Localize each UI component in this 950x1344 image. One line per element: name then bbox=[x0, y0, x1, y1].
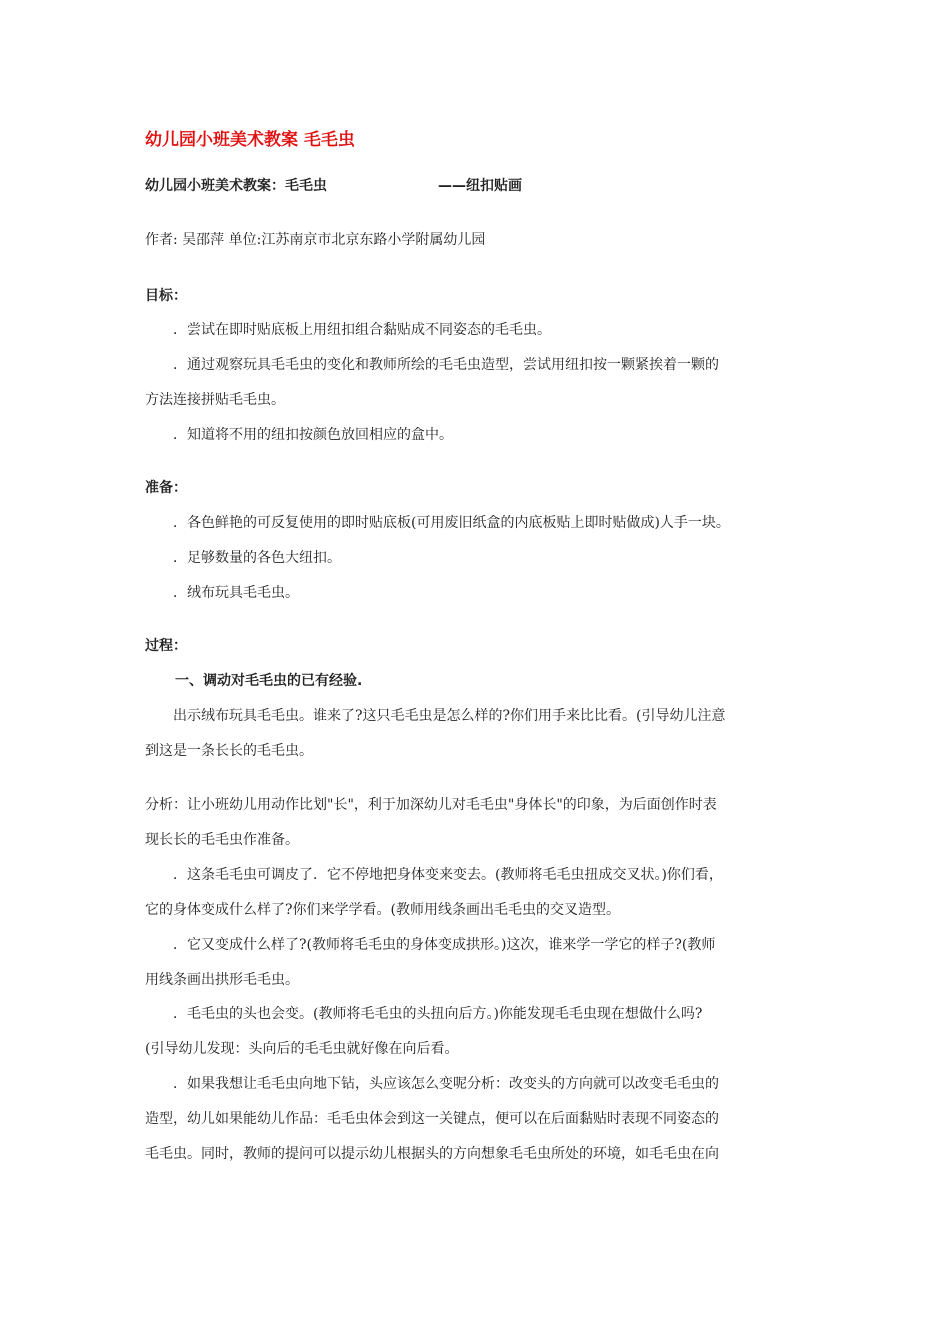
process-line: (引导幼儿发现：头向后的毛毛虫就好像在向后看。 bbox=[145, 1041, 459, 1057]
author-line: 作者: 吴邵萍 单位:江苏南京市北京东路小学附属幼儿园 bbox=[145, 232, 486, 248]
process-line: ．这条毛毛虫可调皮了．它不停地把身体变来变去。(教师将毛毛虫扭成交叉状。)你们看， bbox=[173, 867, 723, 883]
goals-heading: 目标： bbox=[145, 288, 187, 304]
analysis-line: 分析：让小班幼儿用动作比划"长"，利于加深幼儿对毛毛虫"身体长"的印象，为后面创作时表 bbox=[145, 797, 717, 813]
document-subtitle bbox=[145, 175, 522, 195]
preparation-item: ．各色鲜艳的可反复使用的即时贴底板(可用废旧纸盒的内底板贴上即时贴做成)人手一块。 bbox=[173, 515, 730, 531]
process-line: 到这是一条长长的毛毛虫。 bbox=[145, 743, 313, 759]
process-line: 毛毛虫。同时，教师的提问可以提示幼儿根据头的方向想象毛毛虫所处的环境，如毛毛虫在向 bbox=[145, 1146, 719, 1162]
process-line: ．如果我想让毛毛虫向地下钻，头应该怎么变呢分析：改变头的方向就可以改变毛毛虫的 bbox=[173, 1076, 719, 1092]
process-line: ．毛毛虫的头也会变。(教师将毛毛虫的头扭向后方。)你能发现毛毛虫现在想做什么吗? bbox=[173, 1006, 703, 1022]
goal-item: ．知道将不用的纽扣按颜色放回相应的盒中。 bbox=[173, 427, 453, 443]
preparation-heading: 准备： bbox=[145, 480, 187, 496]
document-title: 幼儿园小班美术教案 毛毛虫 bbox=[145, 130, 355, 150]
process-heading: 过程： bbox=[145, 638, 187, 654]
subtitle-left: 幼儿园小班美术教案：毛毛虫 bbox=[145, 178, 327, 194]
process-step1-heading: 一、调动对毛毛虫的已有经验. bbox=[175, 673, 363, 689]
preparation-item: ．绒布玩具毛毛虫。 bbox=[173, 585, 299, 601]
preparation-item: ．足够数量的各色大纽扣。 bbox=[173, 550, 341, 566]
process-line: 用线条画出拱形毛毛虫。 bbox=[145, 972, 299, 988]
subtitle-right: ——纽扣贴画 bbox=[438, 178, 522, 194]
goal-item: ．尝试在即时贴底板上用纽扣组合黏贴成不同姿态的毛毛虫。 bbox=[173, 322, 551, 338]
analysis-line: 现长长的毛毛虫作准备。 bbox=[145, 832, 299, 848]
process-line: 造型，幼儿如果能幼儿作品：毛毛虫体会到这一关键点，便可以在后面黏贴时表现不同姿态的 bbox=[145, 1111, 719, 1127]
process-line: ．它又变成什么样了?(教师将毛毛虫的身体变成拱形。)这次，谁来学一学它的样子?(教师 bbox=[173, 937, 716, 953]
goal-item-continued: 方法连接拼贴毛毛虫。 bbox=[145, 392, 285, 408]
goal-item: ．通过观察玩具毛毛虫的变化和教师所绘的毛毛虫造型，尝试用纽扣按一颗紧挨着一颗的 bbox=[173, 357, 719, 373]
process-line: 它的身体变成什么样了?你们来学学看。(教师用线条画出毛毛虫的交叉造型。 bbox=[145, 902, 620, 918]
process-line: 出示绒布玩具毛毛虫。谁来了?这只毛毛虫是怎么样的?你们用手来比比看。(引导幼儿注意 bbox=[173, 708, 726, 724]
